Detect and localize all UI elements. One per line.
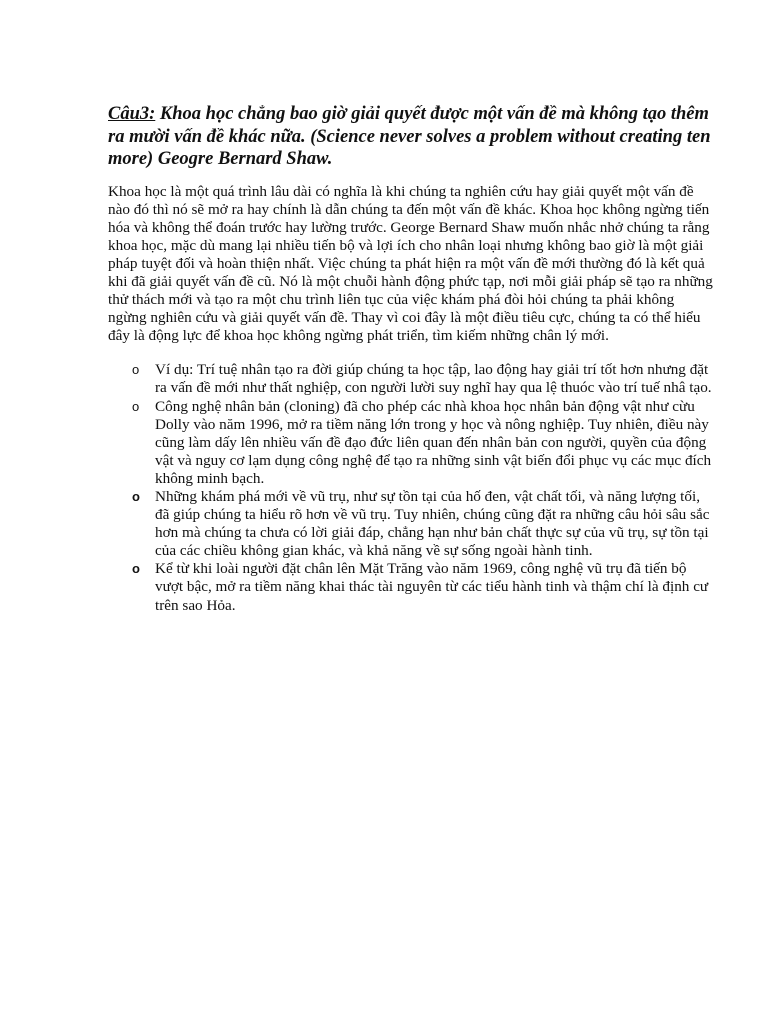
bullet-circle-icon: o xyxy=(132,362,140,378)
list-item-text: Những khám phá mới về vũ trụ, như sự tồn tại của hố đen, vật chất tối, và năng lượng tối, đã giúp chúng ta hiểu rõ hơn về vũ trụ. Tuy nhiên, chúng cũng đặt ra những câu hỏi sâu sắc hơn mà chúng ta chưa có lời giải đáp, chẳng hạn như bản chất thực sự của vũ trụ, sự tồn tại của các chiều không gian khác, và khả năng về sự sống ngoài hành tinh. xyxy=(155,488,710,560)
list-item xyxy=(132,488,713,560)
list-item xyxy=(132,361,713,397)
list-item xyxy=(132,397,713,488)
list-item-text: Ví dụ: Trí tuệ nhân tạo ra đời giúp chúng ta học tập, lao động hay giải trí tốt hơn nhưng đặt ra vấn đề mới như thất nghiệp, con người lười suy nghĩ hay qua lệ thuóc vào trí tuế nhâ tạo. xyxy=(155,361,712,397)
question-label: Câu3: xyxy=(108,104,156,124)
body-paragraph: Khoa học là một quá trình lâu dài có nghĩa là khi chúng ta nghiên cứu hay giải quyết một vấn đề nào đó thì nó sẽ mở ra hay chính là dẫn chúng ta đến một vấn đề khác. Khoa học không ngừng tiến hóa và không thể đoán trước hay lường trước. George Bernard Shaw muốn nhắc nhở chúng ta rằng khoa học, mặc dù mang lại nhiều tiến bộ và lợi ích cho nhân loại nhưng không bao giờ là một giải pháp tuyệt đối và hoàn thiện nhất. Việc chúng ta phát hiện ra một vấn đề mới thường đó là kết quả khi đã giải quyết vấn đề cũ. Nó là một chuỗi hành động phức tạp, nơi mỗi giải pháp sẽ tạo ra những thử thách mới và tạo ra một chu trình liên tục của việc khám phá đòi hỏi chúng ta phải không ngừng nghiên cứu và giải quyết vấn đề. Thay vì coi đây là một điều tiêu cực, chúng ta có thể hiểu đây là động lực để khoa học không ngừng phát triển, tìm kiếm những chân lý mới. xyxy=(108,182,713,345)
question-text: Khoa học chẳng bao giờ giải quyết được một vấn đề mà không tạo thêm ra mười vấn đề khác nữa. (Science never solves a problem without creating ten more) Geogre Bernard Shaw. xyxy=(108,104,711,169)
question-heading xyxy=(108,103,713,171)
document-page xyxy=(108,103,713,615)
list-item-text: Công nghệ nhân bản (cloning) đã cho phép các nhà khoa học nhân bản động vật như cừu Dolly vào năm 1996, mở ra tiềm năng lớn trong y học và nông nghiệp. Tuy nhiên, điều này cũng làm dấy lên nhiều vấn đề đạo đức liên quan đến nhân bản con người, quyền của động vật và nguy cơ lạm dụng công nghệ để tạo ra những sinh vật biến đổi phục vụ các mục đích không minh bạch. xyxy=(155,397,712,487)
bullet-circle-icon: o xyxy=(132,561,140,577)
list-item-text: Kể từ khi loài người đặt chân lên Mặt Trăng vào năm 1969, công nghệ vũ trụ đã tiến bộ vượt bậc, mở ra tiềm năng khai thác tài nguyên từ các tiểu hành tinh và thậm chí là định cư trên sao Hỏa. xyxy=(155,560,709,614)
list-item xyxy=(132,560,713,614)
example-list xyxy=(108,361,713,614)
bullet-circle-icon: o xyxy=(132,398,140,414)
bullet-circle-icon: o xyxy=(132,489,140,504)
